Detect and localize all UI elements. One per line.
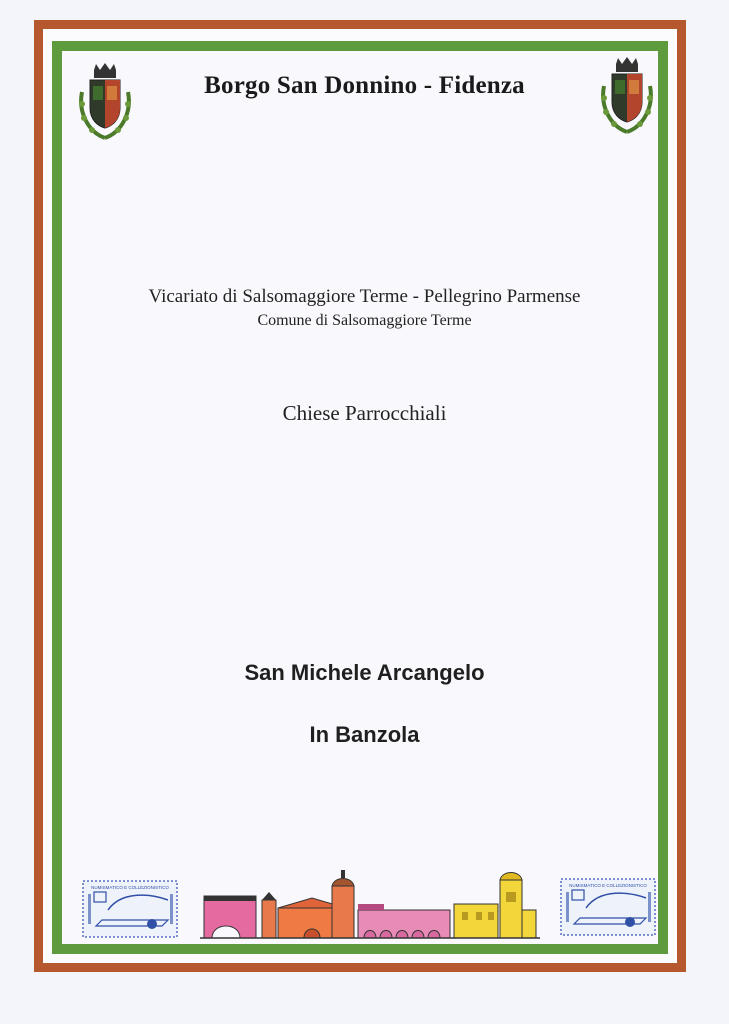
comune-line: Comune di Salsomaggiore Terme [257,312,472,329]
page-title: Borgo San Donnino - Fidenza [204,72,525,99]
stamp-right-icon [560,878,656,936]
section-heading: Chiese Parrocchiali [282,401,447,425]
church-location: In Banzola [309,722,420,747]
stamp-right-caption: NUMISMATICO E COLLEZIONISTICO [569,883,647,888]
city-skyline-illustration [200,866,540,940]
stamp-left-icon [82,880,178,938]
stamp-left-caption: NUMISMATICO E COLLEZIONISTICO [91,885,169,890]
vicariato-line: Vicariato di Salsomaggiore Terme - Pellegrino Parmense [148,286,581,307]
inner-green-border [52,41,668,954]
church-name: San Michele Arcangelo [244,660,485,685]
